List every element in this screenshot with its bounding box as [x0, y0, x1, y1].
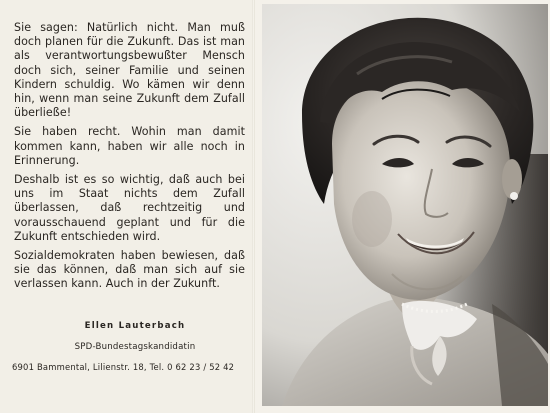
- portrait-image: [262, 4, 548, 406]
- candidate-address: 6901 Bammental, Lilienstr. 18, Tel. 0 62 23 / 52 42: [12, 362, 235, 372]
- paragraph-2: Sie haben recht. Wohin man damit kommen kann, haben wir alle noch in Erinnerung.: [14, 125, 245, 167]
- paragraph-1: Sie sagen: Natürlich nicht. Man muß doch planen für die Zukunft. Das ist man als verantwortungsbewußter Mensch doch sich, seiner Familie und seinen Kindern schuldig. Wo kämen wir denn hin, wenn man seine Zukunft dem Zufall überließe!: [14, 21, 245, 120]
- fold-crease: [252, 0, 255, 413]
- signature-block: [0, 321, 252, 352]
- text-panel: [0, 0, 252, 413]
- paragraph-3: Deshalb ist es so wichtig, daß auch bei uns im Staat nichts dem Zufall überlassen, daß rechtzeitig und vorausschauend geplant und für die Zukunft entschieden wird.: [14, 173, 245, 243]
- body-text: [14, 21, 245, 297]
- portrait-photo: [262, 4, 548, 406]
- candidate-name: Ellen Lauterbach: [84, 321, 186, 331]
- candidate-role: SPD-Bundestagskandidatin: [74, 342, 196, 352]
- paragraph-4: Sozialdemokraten haben bewiesen, daß sie das können, daß man sich auf sie verlassen kann. Auch in der Zukunft.: [14, 249, 245, 291]
